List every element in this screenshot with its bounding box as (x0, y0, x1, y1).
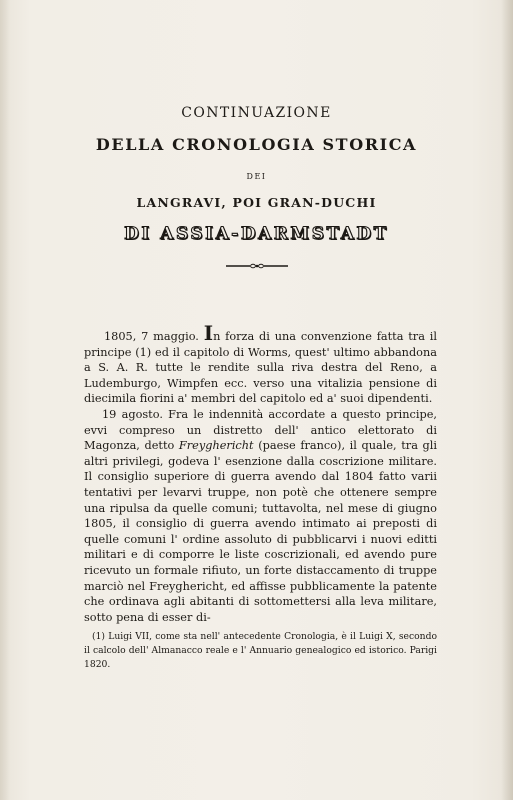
heading-house: DI ASSIA-DARMSTADT (124, 224, 389, 244)
paragraph-august (84, 407, 437, 625)
paragraph-text: 19 agosto. Fra le indennità accordate a questo principe, evvi compreso un distretto dell' antico elettorato di Magonza, detto (84, 407, 437, 453)
footnote-text: (1) Luigi VII, come sta nell' antecedente Cronologia, è il Luigi X, secondo il calcolo dell' Almanacco reale e l' Annuario genealogico ed istorico. Parigi 1820. (84, 631, 437, 670)
ornament-divider-icon (0, 262, 513, 270)
heading-continuation: CONTINUAZIONE (181, 105, 332, 121)
italic-term: Freyghericht (178, 439, 254, 453)
footnote (84, 630, 437, 672)
main-text (84, 321, 437, 625)
paragraph-text: (paese franco), il quale, tra gli altri privilegi, godeva l' esenzione dalla coscrizione militare. Il consiglio superiore di guerra avendo dal 1804 fatto varii tentativi per levarvi truppe, non potè che ottenere sempre una ripulsa da quelle comuni; tuttavolta, nel mese di giugno 1805, il consiglio di guerra avendo intimato ai preposti di quelle comuni l' ordine assoluto di pubblicarvi i nuovi editti militari e di comporre le liste coscrizionali, ed avendo pure ricevuto un formale rifiuto, un forte distaccamento di truppe marciò nel Freyghericht, ed affisse pubblicamente la patente che ordinava agli abitanti di sottomettersi alla leva militare, sotto pena di esser di- (84, 439, 437, 624)
paragraph-text: n forza di una convenzione fatta tra il principe (1) ed il capitolo di Worms, quest' ultimo abbandona a S. A. R. tutte le rendite sulla riva destra del Reno, a Ludemburgo, Wimpfen ecc. verso una vitalizia pensione di diecimila fiorini a' membri del capitolo ed a' suoi dipendenti. (84, 330, 437, 406)
heading-title: DELLA CRONOLOGIA STORICA (95, 135, 418, 154)
drop-cap: I (203, 321, 214, 345)
paragraph-1805-may (84, 321, 437, 407)
heading-rulers: LANGRAVI, POI GRAN-DUCHI (136, 195, 377, 210)
heading-of: DEI (246, 172, 267, 181)
entry-date: 1805, 7 maggio. (104, 330, 204, 343)
